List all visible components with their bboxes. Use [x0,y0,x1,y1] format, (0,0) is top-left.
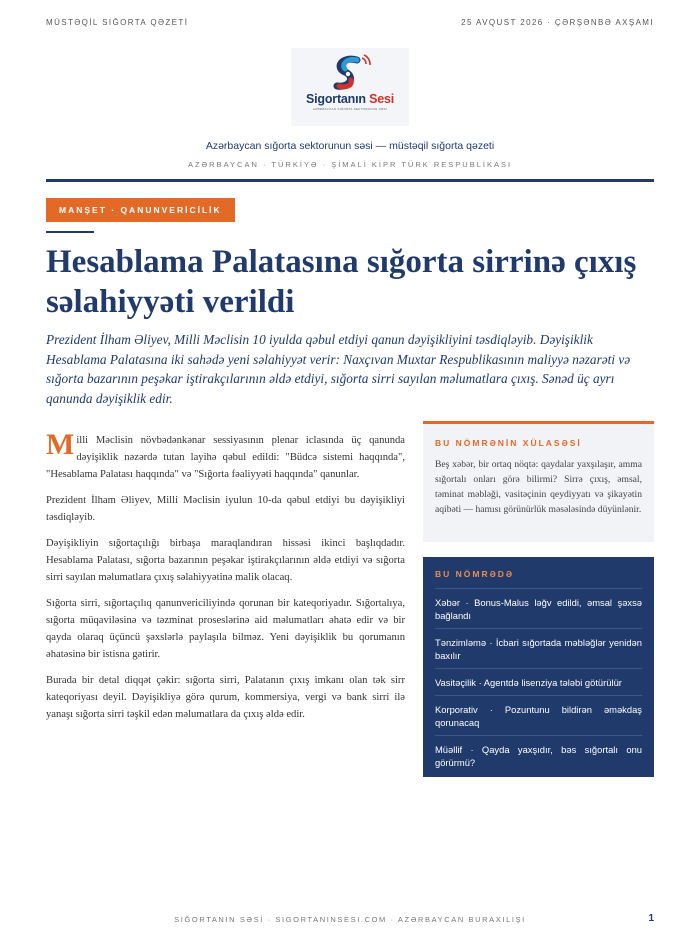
footer-line: SIĞORTANIN SƏSİ · SIGORTANINSESI.COM · AZƏRBAYCAN BURAXILIŞI [174,915,526,924]
issue-item-regulation[interactable]: Tənzimləmə · İcbari sığortada məbləğlər yenidən baxılır [435,628,642,668]
drop-cap: M [46,428,75,461]
tagline: Azərbaycan sığorta sektorunun səsi — müstəqil sığorta qəzeti [205,140,495,152]
masthead-left: MÜSTƏQİL SIĞORTA QƏZETİ [46,18,189,27]
body-paragraph-3: Dəyişikliyin sığortaçılığı birbaşa maraqlandıran hissəsi ikinci başlıqdadır. Hesablama Palatası, sığorta bazarının peşəkar iştirakçılarının əldə etdiyi və sığorta sirri sayılan məlumatlara çıxış səlahiyyətinə malik olacaq. [46,538,405,583]
summary-title: BU NÖMRƏNİN XÜLASƏSİ [435,438,582,448]
logo-mark-icon [327,54,373,94]
issue-list [435,588,642,775]
section-kicker[interactable]: MANŞET · QANUNVERİCİLİK [46,198,235,222]
body-paragraph-1: Milli Məclisin növbədənkənar sessiyasının plenar iclasında üç qanunda dəyişiklik nəzərdə tutan layihə qəbul edildi: "Büdcə sistemi haqqında", "Hesablama Palatası haqqında" və "Sığorta fəaliyyəti haqqında" qanunlar. [46,428,405,480]
masthead-date: 25 AVQUST 2026 · ÇƏRŞƏNBƏ AXŞAMI [461,18,654,27]
masthead-bar [46,18,654,27]
issue-item-news[interactable]: Xəbər · Bonus-Malus ləğv edildi, əmsal şəxsə bağlandı [435,588,642,628]
headline-accent-rule [46,231,94,233]
logo-subtitle: AZƏRBAYCAN SIĞORTA SEKTORUNUN SƏSİ [312,107,388,111]
masthead-divider [46,179,654,182]
regions-line: AZƏRBAYCAN · TÜRKİYƏ · ŞİMALİ KİPR TÜRK RESPUBLİKASI [187,160,513,169]
article-lede: Prezident İlham Əliyev, Milli Məclisin 10 iyulda qəbul etdiyi qanun dəyişikliyini təsdiqləyib. Dəyişiklik Hesablama Palatasına iki sahədə yeni səlahiyyət verir: Naxçıvan Muxtar Respublikasının maliyyə nəzarəti və sığorta bazarının peşəkar iştirakçılarının əldə etdiyi, sığorta sirri sayılan məlumatlara çıxış. Sənəd üç ayrı qanunda dəyişiklik edir. [46,332,631,406]
logo[interactable] [291,48,409,126]
body-paragraph-4: Sığorta sirri, sığortaçılıq qanunvericiliyində qorunan bir kateqoriyadır. Sığortalıya, sığorta müqaviləsinə və təzminat proseslərinə aid məlumatları əhatə edir və bir qayda olaraq üçüncü şəxslərlə paylaşıla bilməz. Yeni dəyişiklik bu qorumanın əhatəsinə bir istisna gətirir. [46,598,405,660]
in-this-issue-box [423,557,654,777]
article-headline: Hesablama Palatasına sığorta sirrinə çıxış səlahiyyəti verildi [46,244,637,320]
issue-item-intermediary[interactable]: Vasitəçilik · Agentdə lisenziya tələbi götürülür [435,668,642,695]
summary-box [423,421,654,542]
body-paragraph-2: Prezident İlham Əliyev, Milli Məclisin iyulun 10-da qəbul etdiyi bu dəyişikliyi təsdiqləyib. [46,495,405,523]
body-paragraph-5: Burada bir detal diqqət çəkir: sığorta sirri, Palatanın çıxış imkanı olan tək sirr kateqoriyası deyil. Dəyişikliyə görə qurum, kommersiya, vergi və bank sirri ilə yanaşı sığorta sirri təşkil edən məlumatlara da çıxış əldə edir. [46,675,405,720]
issue-title: BU NÖMRƏDƏ [435,569,515,579]
page-number: 1 [648,913,654,924]
article-body [46,428,405,732]
issue-item-corporate[interactable]: Korporativ · Pozuntunu bildirən əməkdaş qorunacaq [435,695,642,735]
issue-item-author[interactable]: Müəllif · Qayda yaxşıdır, bəs sığortalı onu görürmü? [435,735,642,775]
summary-text: Beş xəbər, bir ortaq nöqtə: qaydalar yaxşılaşır, amma sığortalı onları görə bilirmi? Sirrə çıxış, əmsal, təminat məbləği, vasitəçinin qeydiyyatı və şikayətin aqibəti — hamısı görünürlük məsələsində düyünlənir. [435,459,642,515]
logo-wordmark: Sigortanın Sesi [306,92,394,106]
